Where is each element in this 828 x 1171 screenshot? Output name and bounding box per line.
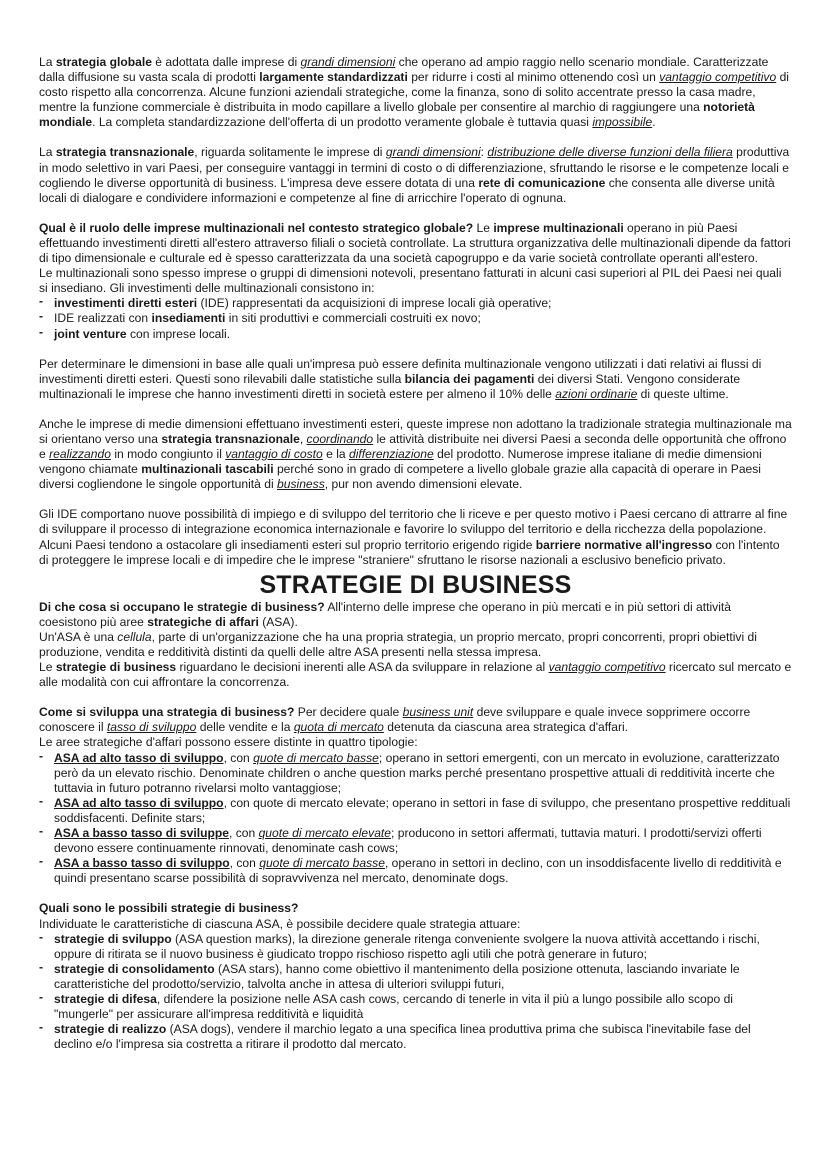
text: , con — [229, 856, 260, 871]
underlined-term: tasso di sviluppo — [106, 720, 197, 735]
text: che consenta alle diverse unità locali di dialogare e condividere informazioni e competenze al fine di arricchire l'operato di ognuna. — [39, 175, 775, 205]
list-item — [39, 962, 792, 992]
bold-term: insediamenti — [151, 311, 226, 326]
bold-term: bilancia dei pagamenti — [404, 371, 535, 386]
paragraph-strategia-globale — [39, 55, 792, 130]
bold-term: imprese multinazionali — [493, 220, 624, 235]
list-item — [39, 856, 792, 886]
text: con l'intento di proteggere le imprese locali e di impedire che le imprese "straniere" sfruttano le risorse nazionali a esclusivo beneficio privato. — [39, 537, 780, 567]
bold-term: strategie di sviluppo — [54, 931, 172, 946]
bold-underlined-term: ASA ad alto tasso di sviluppo — [54, 750, 224, 765]
text: perché sono in grado di competere a livello globale grazie alla capacità di operare in Paesi diversi cogliendone le singole opportunità di — [39, 462, 761, 492]
text: , con — [223, 750, 254, 765]
text: deve sviluppare e quale invece sopprimere occorre conoscere il — [39, 705, 751, 735]
text: Le — [39, 660, 56, 675]
text: (ASA). — [258, 614, 298, 629]
paragraph-strategie-business-def — [39, 660, 792, 690]
list-item — [39, 992, 792, 1022]
bold-underlined-term: ASA a basso tasso di sviluppe — [54, 826, 229, 841]
text: di queste ultime. — [637, 386, 729, 401]
question-heading: Qual è il ruolo delle imprese multinazionali nel contesto strategico globale? — [39, 220, 474, 235]
question-heading: Come si sviluppa una strategia di business? — [39, 705, 295, 720]
text: in modo congiunto il — [110, 447, 226, 462]
underlined-term: coordinando — [306, 431, 374, 446]
text: in siti produttivi e commerciali costruiti ex novo; — [225, 311, 481, 326]
bold-underlined-term: ASA ad alto tasso di sviluppo — [54, 795, 224, 810]
text: di costo rispetto alla concorrenza. Alcune funzioni aziendali strategiche, come la finanza, sono di solito accentrate presso la casa madre, mentre la funzione commerciale è distribuita in modo capillare a livello globale per consentire al marchio di raggiungere una — [39, 70, 789, 115]
text: (IDE) rappresentati da acquisizioni di imprese locali già operative; — [197, 296, 552, 311]
list-item — [39, 826, 792, 856]
underlined-term: vantaggio di costo — [225, 447, 323, 462]
text: dei diversi Stati. Vengono considerate multinazionali le imprese che hanno investimenti diretti in società estere per almeno il 10% delle — [39, 371, 741, 401]
underlined-term: impossibile — [592, 115, 653, 130]
paragraph-ide — [39, 507, 792, 567]
question-heading: Quali sono le possibili strategie di business? — [39, 901, 299, 916]
text: . — [652, 115, 656, 130]
text: Anche le imprese di medie dimensioni effettuano investimenti esteri, queste imprese non adottano la tradizionale strategia multinazionale ma si orientano verso una — [39, 416, 792, 446]
text: (ASA dogs), vendere il marchio legato a una specifica linea produttiva prima che subisca l'inevitabile fase del declino e/o l'impresa sia costretta a ritirare il prodotto dal mercato. — [54, 1022, 751, 1052]
bold-term: strategie di consolidamento — [54, 961, 215, 976]
bold-term: investimenti diretti esteri — [54, 296, 198, 311]
paragraph-dimensioni — [39, 357, 792, 402]
text: detenuta da ciascuna area strategica d'affari. — [383, 720, 629, 735]
bold-term: strategia transnazionale — [55, 145, 195, 160]
bold-term: multinazionali tascabili — [141, 462, 274, 477]
text: ; producono in settori affermati, tuttavia maturi. I prodotti/servizi offerti devono essere continuamente rinnovati, denominate cash cows; — [54, 826, 762, 856]
underlined-term: business — [277, 477, 325, 492]
text: , con quote di mercato elevate; operano in settori in fase di sviluppo, che presentano prospettive reddituali soddisfacenti. Definite stars; — [54, 795, 791, 825]
investment-list — [39, 296, 792, 341]
paragraph-possibili-strategie — [39, 901, 792, 916]
paragraph-asa-definition — [39, 630, 792, 660]
text: , parte di un'organizzazione che ha una propria strategia, un proprio mercato, propri concorrenti, propri obiettivi di produzione, vendita e redditività distinti da quelli delle altre ASA presenti nella stessa impresa. — [39, 629, 757, 659]
text: Gli IDE comportano nuove possibilità di impiego e di sviluppo del territorio che li riceve e per questo motivo i Paesi cercano di attrarre al fine di sviluppare il processo di integrazione economica internazionale e favorire lo sviluppo del territorio e della ricchezza della popolazione. Alcuni Paesi tendono a ostacolare gli insediamenti esteri sul proprio territorio erigendo rigide — [39, 507, 788, 552]
list-item — [39, 932, 792, 962]
text: , — [299, 431, 307, 446]
text: Per decidere quale — [294, 705, 403, 720]
text: ; operano in settori emergenti, con un mercato in evoluzione, caratterizzato però da un elevato rischio. Denominate children o anche question marks perché presentano prospettive attuali di redditività incerte che tuttavia in futuro potranno rivelarsi molto vantaggiose; — [54, 750, 780, 795]
underlined-term: vantaggio competitivo — [659, 70, 777, 85]
italic-term: cellula — [117, 629, 152, 644]
paragraph-possibili-strategie-intro: Individuate le caratteristiche di ciascuna ASA, è possibile decidere quale strategia attuare: — [39, 916, 521, 931]
underlined-term: vantaggio competitivo — [548, 660, 666, 675]
list-item — [39, 796, 792, 826]
text: , riguarda solitamente le imprese di — [194, 145, 386, 160]
text: Le — [473, 220, 494, 235]
asa-types-list — [39, 751, 792, 887]
bold-term: joint venture — [54, 326, 127, 341]
text: : — [480, 145, 488, 160]
underlined-term: realizzando — [49, 447, 111, 462]
text: , operano in settori in declino, con un insoddisfacente livello di redditività e quindi presentano scarse possibilità di sopravvivenza nel mercato, denominate dogs. — [54, 856, 782, 886]
text: , pur non avendo dimensioni elevate. — [324, 477, 523, 492]
paragraph-tipologie-intro: Le aree strategiche d'affari possono essere distinte in quattro tipologie: — [39, 735, 418, 750]
paragraph-strategie-business — [39, 600, 792, 630]
text: (ASA question marks), la direzione generale ritenga conveniente svolgere la nuova attività accettando i rischi, oppure di ritirata se il nuovo business è giudicato troppo rischioso rispetto agli utili che potrà generare in futuro; — [54, 931, 760, 961]
bold-term: barriere normative all'ingresso — [535, 537, 713, 552]
section-heading: STRATEGIE DI BUSINESS — [259, 570, 572, 599]
paragraph-sviluppo-strategia — [39, 705, 792, 735]
bold-term: strategie di realizzo — [54, 1022, 167, 1037]
underlined-term: differenziazione — [348, 447, 434, 462]
strategies-list — [39, 932, 792, 1053]
bold-term: notorietà mondiale — [39, 100, 755, 130]
text: . La completa standardizzazione dell'offerta di un prodotto veramente globale è tuttavia quasi — [92, 115, 593, 130]
text: Un'ASA è una — [39, 629, 118, 644]
text: riguardano le decisioni inerenti alle ASA da sviluppare in relazione al — [176, 660, 549, 675]
text: (ASA stars), hanno come obiettivo il mantenimento della posizione ottenuta, lasciando invariate le caratteristiche del prodotto/servizio, talvolta anche in attesa di ulteriori sviluppi futuri, — [54, 961, 740, 991]
underlined-term: distribuzione delle diverse funzioni della filiera — [487, 145, 733, 160]
paragraph-medie-imprese — [39, 417, 792, 492]
bold-term: largamente standardizzati — [259, 70, 408, 85]
paragraph-multinazionali-line2: Le multinazionali sono spesso imprese o gruppi di dimensioni notevoli, presentano fatturati in alcuni casi superiori al PIL dei Paesi nei quali si insediano. Gli investimenti delle multinazionali consistono in: — [39, 266, 782, 296]
text: La — [39, 145, 56, 160]
bold-term: strategie di business — [55, 660, 177, 675]
text: produttiva in modo selettivo in vari Paesi, per conseguire vantaggi in termini di costo o di differenziazione, sfruttando le risorse e le competenze locali e cogliendo le diverse opportunità di business. L'impresa deve essere dotata di una — [39, 145, 790, 190]
underlined-term: quote di mercato basse — [259, 856, 385, 871]
list-item — [39, 296, 792, 311]
bold-underlined-term: ASA a basso tasso di sviluppo — [54, 856, 230, 871]
bold-term: strategie di difesa — [54, 991, 157, 1006]
text: operano in più Paesi effettuando investimenti diretti all'estero attraverso filiali o società controllate. La struttura organizzativa delle multinazionali dipende da fattori di tipo dimensionale e culturale ed è spesso caratterizzata da una società capogruppo e da varie società controllate operanti all'estero. — [39, 220, 791, 266]
underlined-term: quota di mercato — [293, 720, 384, 735]
text: ricercato sul mercato e alle modalità con cui affrontare la concorrenza. — [39, 660, 792, 690]
question-heading: Di che cosa si occupano le strategie di business? — [39, 599, 325, 614]
text: e la — [322, 447, 349, 462]
list-item — [39, 751, 792, 796]
underlined-term: grandi dimensioni — [300, 55, 396, 69]
list-item — [39, 1022, 792, 1052]
text: che operano ad ampio raggio nello scenario mondiale. Caratterizzate dalla diffusione su vasta scala di prodotti — [39, 55, 769, 85]
bold-term: rete di comunicazione — [478, 175, 606, 190]
text: le attività distribuite nei diversi Paesi a seconda delle opportunità che offrono e — [39, 431, 787, 462]
underlined-term: grandi dimensioni — [385, 145, 481, 160]
list-item — [39, 311, 792, 326]
paragraph-strategia-transnazionale — [39, 145, 792, 205]
text: La — [39, 55, 56, 69]
text: Per determinare le dimensioni in base alle quali un'impresa può essere definita multinazionale vengono utilizzati i dati relativi ai flussi di investimenti diretti esteri. Questi sono rilevabili dalle statistiche sulla — [39, 356, 762, 386]
bold-term: strategia transnazionale — [161, 431, 300, 446]
underlined-term: business unit — [402, 705, 474, 720]
bold-term: strategia globale — [55, 55, 152, 69]
text: All'interno delle imprese che operano in più mercati e in più settori di attività coesistono più aree — [39, 599, 731, 629]
text: delle vendite e la — [196, 720, 294, 735]
text: con imprese locali. — [126, 326, 231, 341]
underlined-term: quote di mercato elevate — [258, 826, 392, 841]
text: è adottata dalle imprese di — [151, 55, 301, 69]
text: per ridurre i costi al minimo ottenendo così un — [407, 70, 660, 85]
text: del prodotto. Numerose imprese italiane di medie dimensioni vengono chiamate — [39, 447, 762, 477]
underlined-term: quote di mercato basse — [253, 750, 379, 765]
text: , con — [228, 826, 259, 841]
text: IDE realizzati con — [54, 311, 152, 326]
list-item — [39, 327, 792, 342]
underlined-term: azioni ordinarie — [555, 386, 638, 401]
text: , difendere la posizione nelle ASA cash cows, cercando di tenerle in vita il più a lungo possibile allo scopo di "mungerle" per assicurare all'impresa redditività e liquidità — [54, 991, 733, 1022]
bold-term: strategiche di affari — [147, 614, 259, 629]
paragraph-multinazionali — [39, 221, 792, 266]
